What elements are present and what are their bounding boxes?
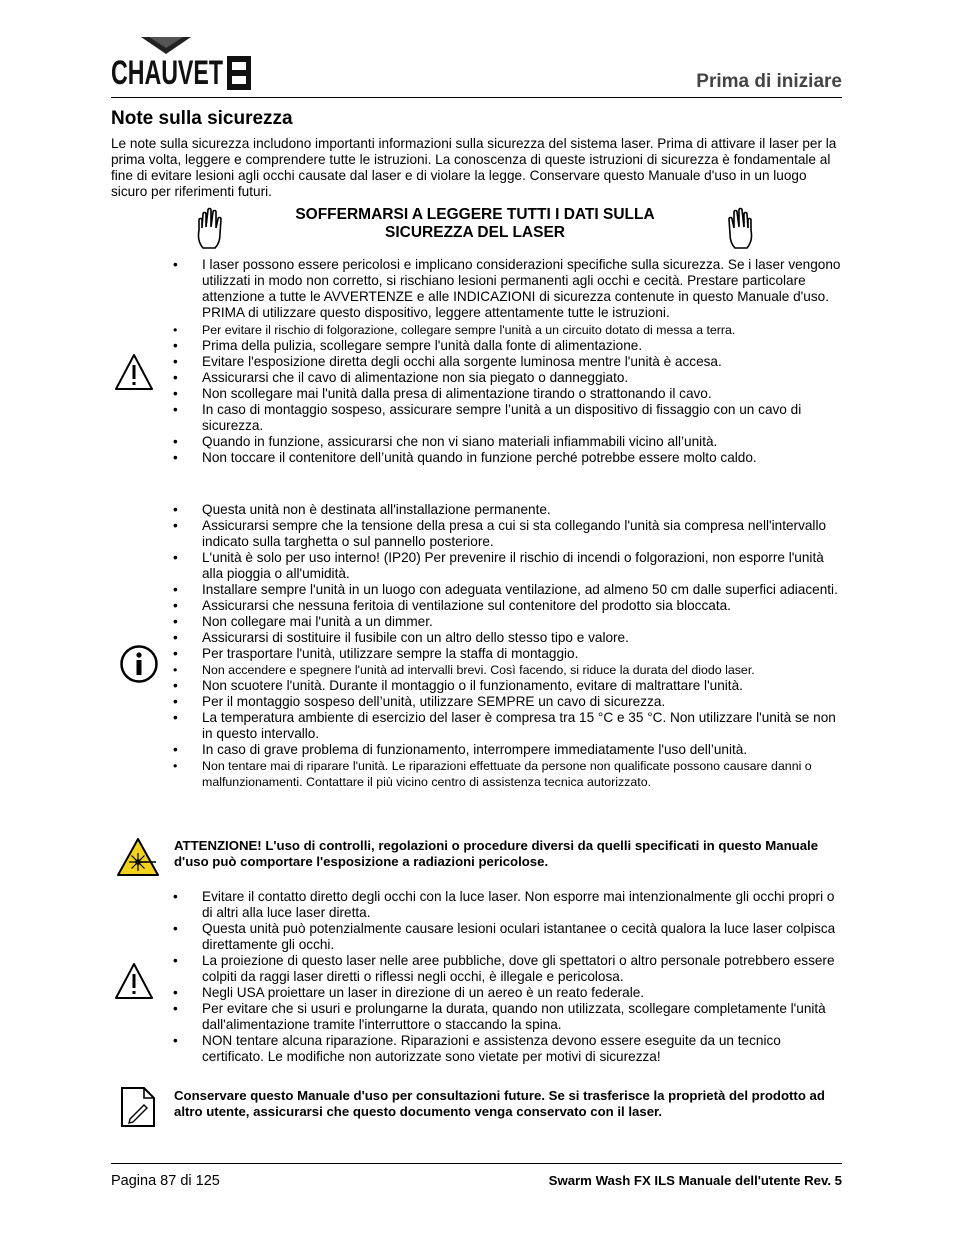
list-item: • La proiezione di questo laser nelle aree pubbliche, dove gli spettatori o altro personale potrebbero essere colpiti da raggi laser diretti o riflessi negli occhi, è illegale e pericolosa.: [111, 953, 842, 985]
list-item: • Non toccare il contenitore dell’unità quando in funzione perché potrebbe essere molto caldo.: [111, 450, 842, 466]
list-item: • Per evitare che si usuri e prolungarne la durata, quando non utilizzata, scollegare completamente l'unità dall'alimentazione tramite l'interruttore o staccando la spina.: [111, 1001, 842, 1033]
list-item: • Non scuotere l'unità. Durante il montaggio o il funzionamento, evitare di maltrattare l'unità.: [111, 678, 842, 694]
header-rule: [111, 97, 842, 98]
document-note-icon: [120, 1086, 156, 1128]
list-item: • Assicurarsi di sostituire il fusibile con un altro dello stesso tipo e valore.: [111, 630, 842, 646]
document-title: Swarm Wash FX ILS Manuale dell'utente Rev. 5: [548, 1173, 842, 1188]
stop-hand-icon: [195, 206, 227, 250]
stop-hand-icon: [723, 206, 755, 250]
list-item: • Per evitare il rischio di folgorazione, collegare sempre l'unità a un circuito dotato di messa a terra.: [111, 322, 862, 338]
list-item: • Per trasportare l'unità, utilizzare sempre la staffa di montaggio.: [111, 646, 842, 662]
list-item: • I laser possono essere pericolosi e implicano considerazioni specifiche sulla sicurezza. Se i laser vengono utilizzati in modo non corretto, si rischiano lesioni permanenti agli occhi e cecità. Prestare particolare attenzione a tutte le AVVERTENZE e alle INDICAZIONI di sicurezza contenute in questo Manuale d'uso. PRIMA di utilizzare questo dispositivo, leggere attentamente tutte le istruzioni.: [111, 257, 842, 321]
list-item: • Non accendere e spegnere l'unità ad intervalli brevi. Così facendo, si riduce la durata del diodo laser.: [111, 662, 862, 678]
info-circle-icon: [119, 644, 159, 684]
list-item: • Quando in funzione, assicurarsi che non vi siano materiali infiammabili vicino all’unità.: [111, 434, 842, 450]
list-item: • Assicurarsi che nessuna feritoia di ventilazione sul contenitore del prodotto sia bloccata.: [111, 598, 842, 614]
list-item: • Negli USA proiettare un laser in direzione di un aereo è un reato federale.: [111, 985, 842, 1001]
list-item: • Prima della pulizia, scollegare sempre l'unità dalla fonte di alimentazione.: [111, 338, 842, 354]
laser-warning-icon: [116, 837, 160, 877]
intro-paragraph: Le note sulla sicurezza includono importanti informazioni sulla sicurezza del sistema laser. Prima di attivare il laser per la prima volta, leggere e comprendere tutte le istruzioni. La conoscenza di queste istruzioni di sicurezza è fondamentale al fine di evitare lesioni agli occhi causate dal laser e di violare la legge. Conservare questo Manuale d'uso in un luogo sicuro per riferimenti futuri.: [111, 136, 837, 199]
warning-triangle-icon: [114, 352, 154, 392]
keep-manual-note: Conservare questo Manuale d'uso per consultazioni future. Se si trasferisce la proprietà del prodotto ad altro utente, assicurarsi che questo documento venga conservato con il laser.: [174, 1088, 825, 1119]
chauvet-dj-logo: [111, 34, 253, 96]
banner-title: [230, 206, 720, 242]
banner-line-2: SICUREZZA DEL LASER: [385, 224, 565, 241]
list-item: • Installare sempre l'unità in un luogo con adeguata ventilazione, ad almeno 50 cm dalle superfici adiacenti.: [111, 582, 842, 598]
banner-line-1: SOFFERMARSI A LEGGERE TUTTI I DATI SULLA: [295, 206, 655, 223]
list-item: • L'unità è solo per uso interno! (IP20) Per prevenire il rischio di incendi o folgorazioni, non esporre l'unità alla pioggia o all'umidità.: [111, 550, 842, 582]
list-item: • Evitare l'esposizione diretta degli occhi alla sorgente luminosa mentre l'unità è accesa.: [111, 354, 842, 370]
attention-note: ATTENZIONE! L'uso di controlli, regolazioni o procedure diversi da quelli specificati in questo Manuale d'uso può comportare l'esposizione a radiazioni pericolose.: [174, 838, 819, 869]
list-item: • NON tentare alcuna riparazione. Riparazioni e assistenza devono essere eseguite da un tecnico certificato. Le modifiche non autorizzate sono vietate per motivi di sicurezza!: [111, 1033, 842, 1065]
safety-list-2: [111, 502, 851, 822]
list-item: • Assicurarsi che il cavo di alimentazione non sia piegato o danneggiato.: [111, 370, 842, 386]
list-item: • Evitare il contatto diretto degli occhi con la luce laser. Non esporre mai intenzionalmente gli occhi propri o di altri alla luce laser diretta.: [111, 889, 842, 921]
list-item: • Per il montaggio sospeso dell’unità, utilizzare SEMPRE un cavo di sicurezza.: [111, 694, 842, 710]
list-item: • Questa unità non è destinata all'installazione permanente.: [111, 502, 842, 518]
section-title: Prima di iniziare: [696, 71, 842, 92]
warning-triangle-icon: [114, 961, 154, 1001]
list-item: • Non collegare mai l'unità a un dimmer.: [111, 614, 842, 630]
footer-rule: [111, 1163, 842, 1164]
page-number: Pagina 87 di 125: [111, 1173, 220, 1189]
list-item: • Non tentare mai di riparare l'unità. Le riparazioni effettuate da persone non qualificate possono causare danni o malfunzionamenti. Contattare il più vicino centro di assistenza tecnica autorizzato.: [111, 758, 862, 790]
list-item: • La temperatura ambiente di esercizio del laser è compresa tra 15 °C e 35 °C. Non utilizzare l'unità se non in questo intervallo.: [111, 710, 842, 742]
page-title: Note sulla sicurezza: [111, 108, 293, 129]
list-item: • In caso di grave problema di funzionamento, interrompere immediatamente l'uso dell’unità.: [111, 742, 842, 758]
list-item: • In caso di montaggio sospeso, assicurare sempre l’unità a un dispositivo di fissaggio con un cavo di sicurezza.: [111, 402, 842, 434]
list-item: • Questa unità può potenzialmente causare lesioni oculari istantanee o cecità qualora la luce laser colpisca direttamente gli occhi.: [111, 921, 842, 953]
safety-list-1: [111, 257, 851, 492]
svg-text:CHAUVET: CHAUVET: [111, 54, 224, 92]
list-item: • Assicurarsi sempre che la tensione della presa a cui si sta collegando l'unità sia compresa nell'intervallo indicato sulla targhetta o sul pannello posteriore.: [111, 518, 842, 550]
safety-list-3: [111, 889, 851, 1069]
list-item: • Non scollegare mai l'unità dalla presa di alimentazione tirando o strattonando il cavo.: [111, 386, 842, 402]
